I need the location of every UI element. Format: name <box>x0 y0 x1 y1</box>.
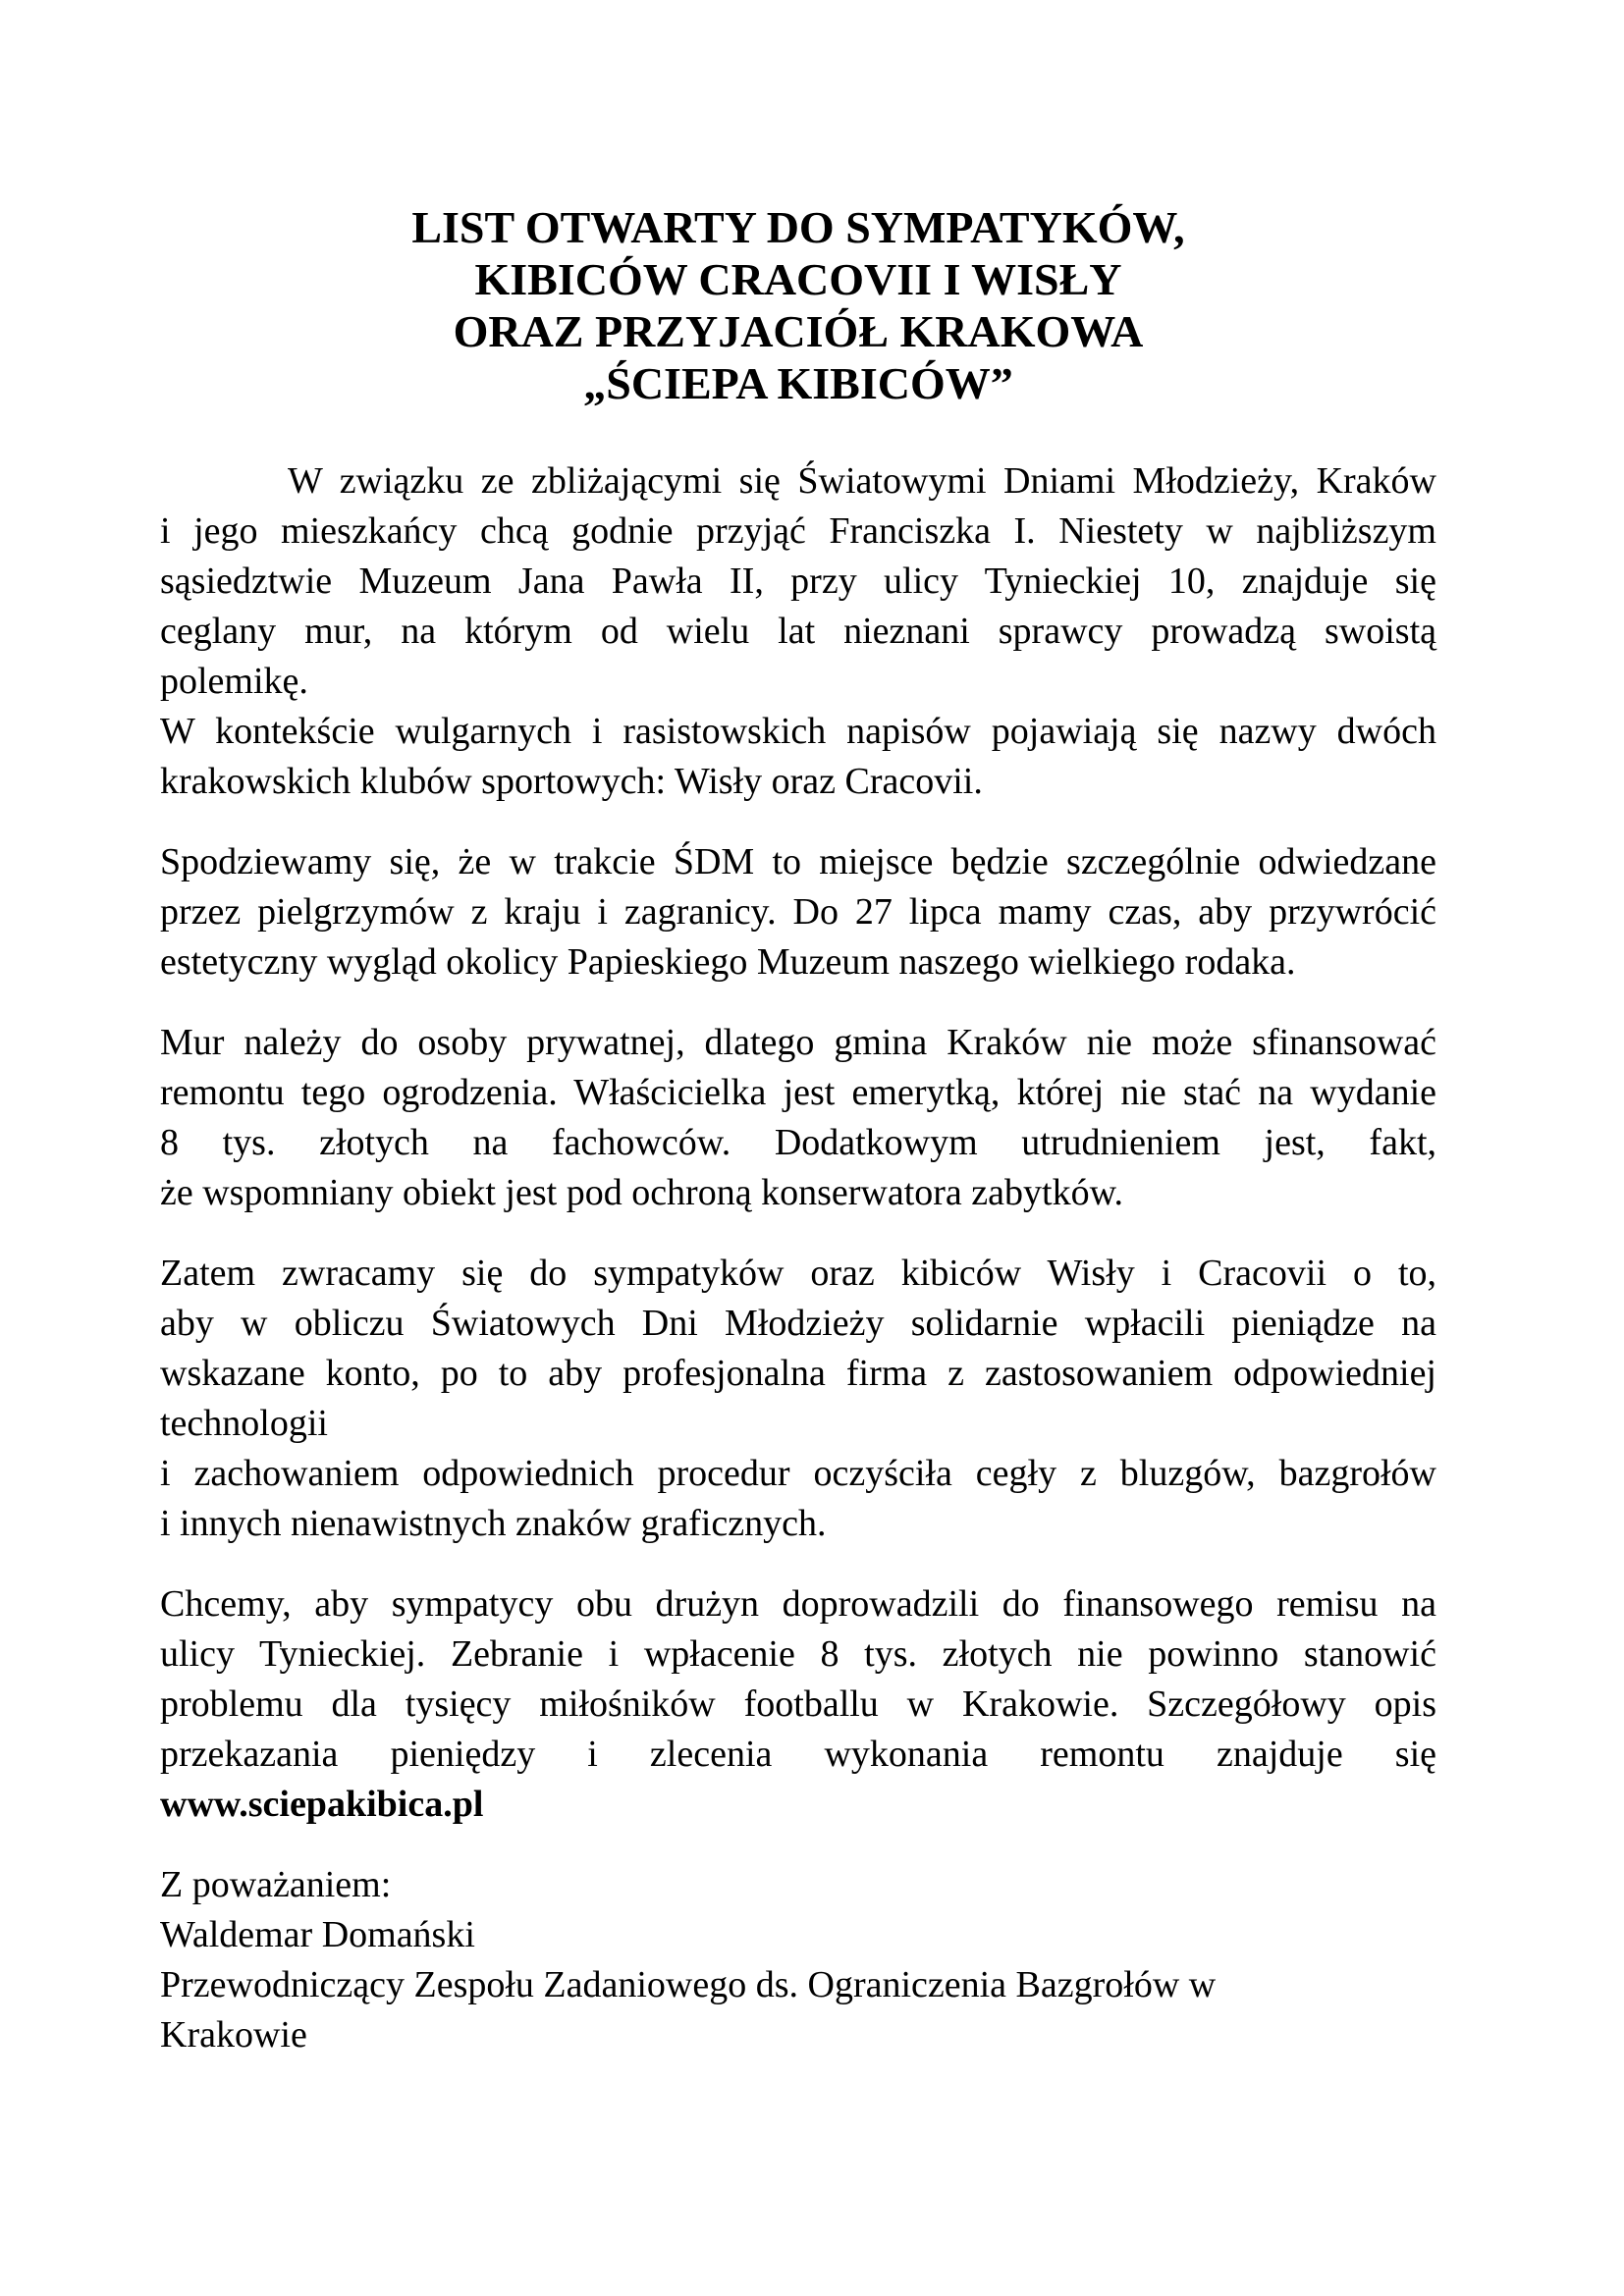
text-line: przekazania pieniędzy i zlecenia wykonania remontu znajduje się <box>160 1734 1436 1775</box>
paragraph-4 <box>160 1018 1436 1218</box>
text-line: 8 tys. złotych na fachowców. Dodatkowym utrudnieniem jest, fakt, <box>160 1122 1436 1163</box>
text-line: krakowskich klubów sportowych: Wisły oraz Cracovii. <box>160 761 983 802</box>
text-line: W związku ze zbliżającymi się Światowymi Dniami Młodzieży, Kraków <box>288 460 1436 502</box>
text-line: przez pielgrzymów z kraju i zagranicy. Do 27 lipca mamy czas, aby przywrócić <box>160 891 1436 933</box>
text-line: W kontekście wulgarnych i rasistowskich napisów pojawiają się nazwy dwóch <box>160 711 1436 752</box>
letter-body <box>160 456 1436 2060</box>
signature-closing: Z poważaniem: <box>160 1864 392 1905</box>
signature-block <box>160 1860 1436 2060</box>
text-line: i zachowaniem odpowiednich procedur oczyściła cegły z bluzgów, bazgrołów <box>160 1453 1436 1494</box>
text-line: Zatem zwracamy się do sympatyków oraz kibiców Wisły i Cracovii o to, <box>160 1253 1436 1294</box>
paragraph-1 <box>160 456 1436 707</box>
text-line: ceglany mur, na którym od wielu lat nieznani sprawcy prowadzą swoistą <box>160 611 1436 652</box>
text-line: Mur należy do osoby prywatnej, dlatego gmina Kraków nie może sfinansować <box>160 1022 1436 1063</box>
text-line: sąsiedztwie Muzeum Jana Pawła II, przy ulicy Tynieckiej 10, znajduje się <box>160 561 1436 602</box>
paragraph-5 <box>160 1249 1436 1549</box>
text-line: estetyczny wygląd okolicy Papieskiego Muzeum naszego wielkiego rodaka. <box>160 941 1296 983</box>
text-line: problemu dla tysięcy miłośników footballu w Krakowie. Szczegółowy opis <box>160 1683 1436 1725</box>
title-line-4: „ŚCIEPA KIBICÓW” <box>583 358 1013 408</box>
title-line-1: LIST OTWARTY DO SYMPATYKÓW, <box>411 202 1185 252</box>
signature-role-line-1: Przewodniczący Zespołu Zadaniowego ds. Ograniczenia Bazgrołów w <box>160 1964 1217 2005</box>
text-line: polemikę. <box>160 661 308 702</box>
title-line-2: KIBICÓW CRACOVII I WISŁY <box>474 254 1122 304</box>
text-line: i innych nienawistnych znaków graficznych. <box>160 1503 827 1544</box>
signature-role-line-2: Krakowie <box>160 2014 307 2056</box>
letter-content <box>160 201 1436 2060</box>
text-line: wskazane konto, po to aby profesjonalna firma z zastosowaniem odpowiedniej <box>160 1353 1436 1394</box>
paragraph-3 <box>160 837 1436 988</box>
document-title <box>160 201 1436 409</box>
text-line: remontu tego ogrodzenia. Właścicielka jest emerytką, której nie stać na wydanie <box>160 1072 1436 1113</box>
paragraph-2 <box>160 707 1436 807</box>
signature-name: Waldemar Domański <box>160 1914 475 1955</box>
text-line: że wspomniany obiekt jest pod ochroną konserwatora zabytków. <box>160 1172 1124 1213</box>
text-line: aby w obliczu Światowych Dni Młodzieży solidarnie wpłacili pieniądze na <box>160 1303 1436 1344</box>
paragraph-list <box>160 456 1436 1830</box>
title-line-3: ORAZ PRZYJACIÓŁ KRAKOWA <box>453 306 1144 356</box>
text-line: technologii <box>160 1403 328 1444</box>
text-line: Spodziewamy się, że w trakcie ŚDM to miejsce będzie szczególnie odwiedzane <box>160 841 1436 882</box>
text-line: Chcemy, aby sympatycy obu drużyn doprowadzili do finansowego remisu na <box>160 1583 1436 1625</box>
paragraph-6 <box>160 1579 1436 1830</box>
text-line: i jego mieszkańcy chcą godnie przyjąć Franciszka I. Niestety w najbliższym <box>160 510 1436 552</box>
text-line: ulicy Tynieckiej. Zebranie i wpłacenie 8 tys. złotych nie powinno stanowić <box>160 1633 1436 1675</box>
website-url: www.sciepakibica.pl <box>160 1784 484 1825</box>
